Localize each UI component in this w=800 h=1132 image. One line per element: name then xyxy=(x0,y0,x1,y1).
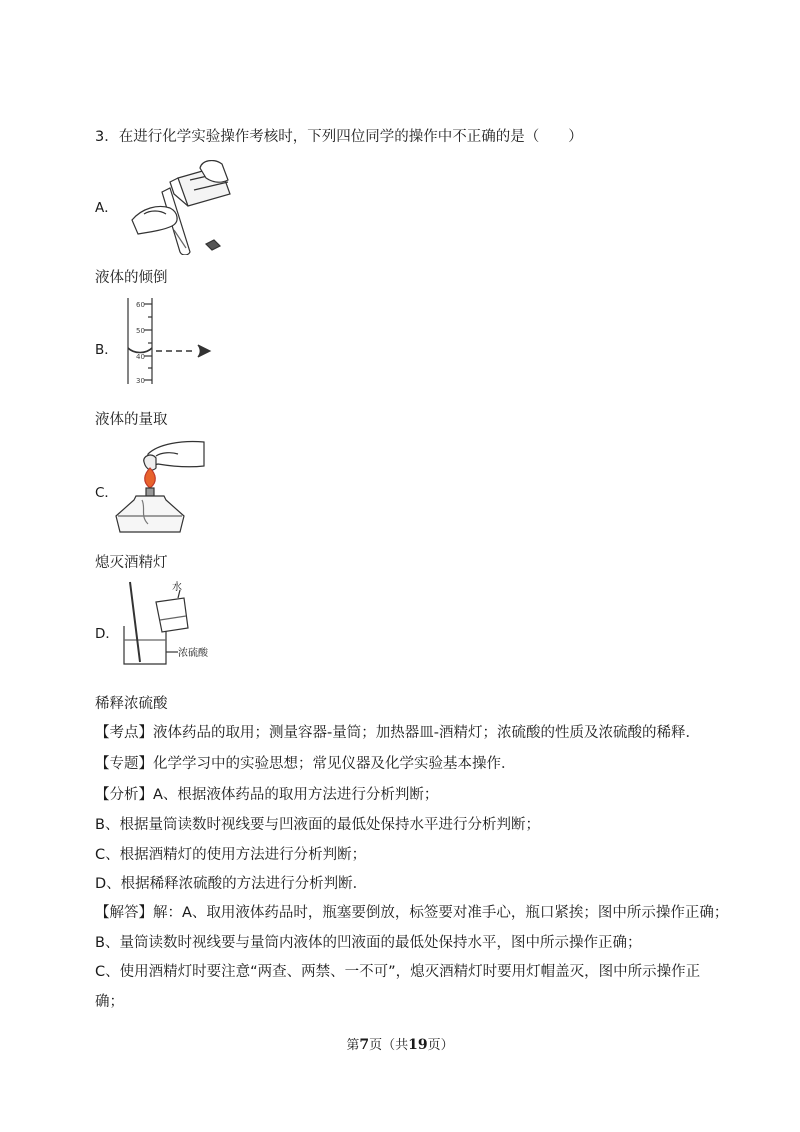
alcohol-lamp-icon xyxy=(112,436,212,536)
scale-label-40: 40 xyxy=(136,353,145,361)
acid-label: 浓硫酸 xyxy=(178,648,208,659)
pouring-liquid-icon xyxy=(130,160,235,255)
jieda-line: 【解答】解：A、取用液体药品时，瓶塞要倒放，标签要对准手心，瓶口紧挨；图中所示操作正确； xyxy=(95,905,729,921)
option-d-letter: D． xyxy=(95,626,119,642)
jieda-b-line: B、量筒读数时视线要与量筒内液体的凹液面的最低处保持水平，图中所示操作正确； xyxy=(95,935,642,951)
footer-prefix: 第 xyxy=(346,1038,360,1053)
option-c-letter: C． xyxy=(95,485,118,501)
fenxi-c-line: C、根据酒精灯的使用方法进行分析判断； xyxy=(95,847,367,863)
option-b-letter: B． xyxy=(95,342,118,358)
page-footer xyxy=(0,1034,800,1053)
scale-label-60: 60 xyxy=(136,301,145,309)
footer-total: 19 xyxy=(408,1037,428,1053)
water-label: 水 xyxy=(172,582,182,593)
option-c-caption: 熄灭酒精灯 xyxy=(95,555,168,571)
zhuanti-line: 【专题】化学学习中的实验思想；常见仪器及化学实验基本操作． xyxy=(95,756,516,772)
footer-mid: 页（共 xyxy=(369,1038,409,1053)
scale-label-30: 30 xyxy=(136,377,145,385)
option-d-caption: 稀释浓硫酸 xyxy=(95,696,168,712)
option-a-letter: A． xyxy=(95,200,118,216)
fenxi-b-line: B、根据量筒读数时视线要与凹液面的最低处保持水平进行分析判断； xyxy=(95,817,540,833)
footer-page: 7 xyxy=(359,1037,370,1053)
jieda-c-line: C、使用酒精灯时要注意“两查、两禁、一不可”，熄灭酒精灯时要用灯帽盖灭，图中所示操作正确； xyxy=(95,964,701,1010)
kaodian-line: 【考点】液体药品的取用；测量容器-量筒；加热器皿-酒精灯；浓硫酸的性质及浓硫酸的稀释． xyxy=(95,725,700,741)
diluting-acid-icon xyxy=(118,580,218,668)
footer-suffix: 页） xyxy=(427,1038,454,1053)
question-title: 3．在进行化学实验操作考核时，下列四位同学的操作中不正确的是（ ） xyxy=(95,129,583,145)
fenxi-d-line: D、根据稀释浓硫酸的方法进行分析判断． xyxy=(95,876,368,892)
graduated-cylinder-icon xyxy=(120,296,220,386)
option-a-caption: 液体的倾倒 xyxy=(95,270,168,286)
scale-label-50: 50 xyxy=(136,327,145,335)
fenxi-line: 【分析】A、根据液体药品的取用方法进行分析判断； xyxy=(95,787,439,803)
option-b-caption: 液体的量取 xyxy=(95,412,168,428)
